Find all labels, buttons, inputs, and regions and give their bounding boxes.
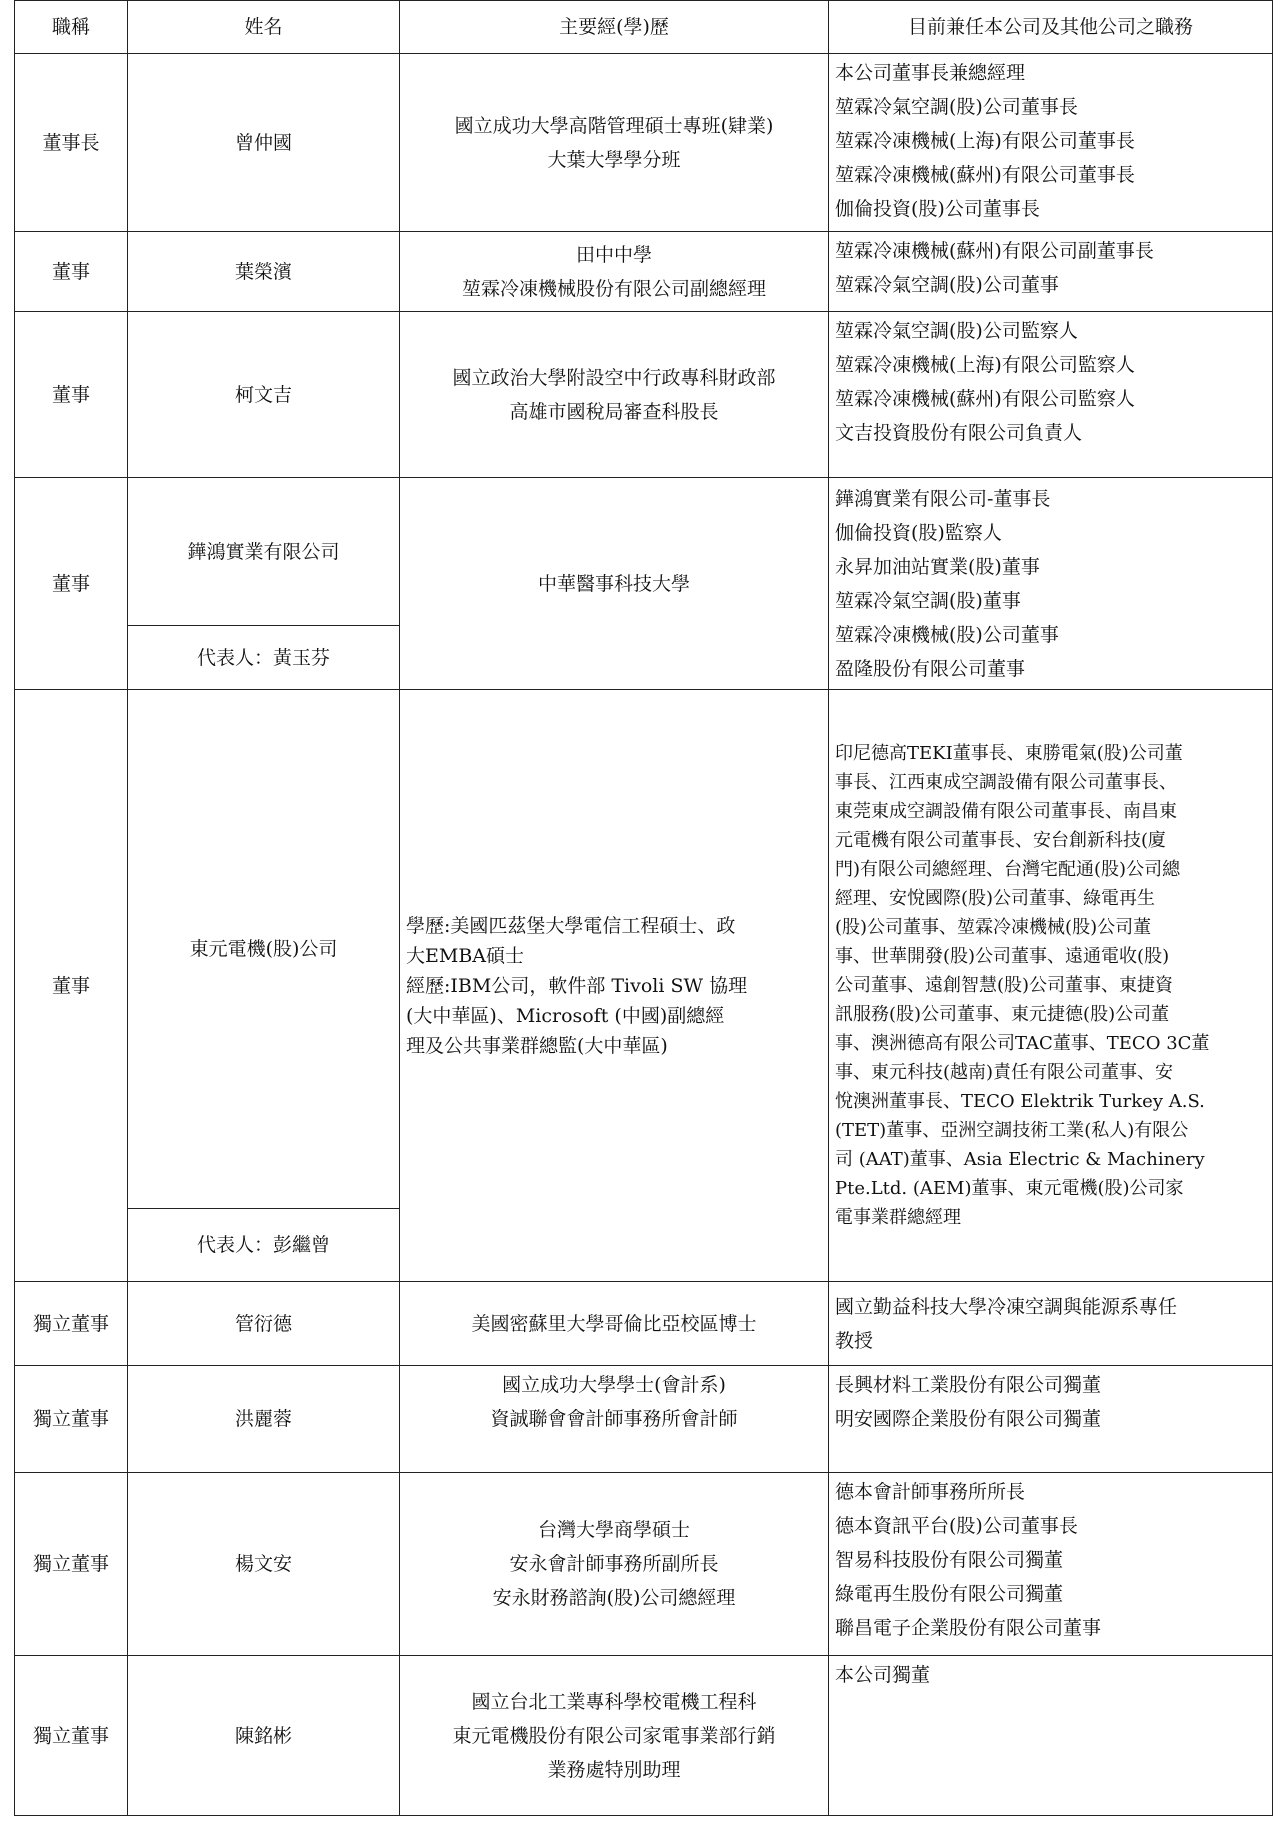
cell-education [400, 478, 829, 690]
table-row [15, 478, 1273, 626]
position-line: 綠電再生股份有限公司獨董 [835, 1583, 1064, 1605]
cell-representative: 代表人：黃玉芬 [128, 626, 400, 690]
cell-positions [829, 232, 1273, 312]
position-line: 事、東元科技(越南)責任有限公司董事、安 [835, 1062, 1174, 1083]
cell-title: 董事 [15, 690, 128, 1282]
education-line: 田中中學 [575, 243, 652, 266]
position-line: 印尼德高TEKI董事長、東勝電氣(股)公司董 [835, 743, 1183, 764]
position-line: 聯昌電子企業股份有限公司董事 [835, 1617, 1102, 1639]
position-line: 堃霖冷氣空調(股)公司董事長 [835, 96, 1078, 118]
cell-title: 獨立董事 [15, 1473, 128, 1656]
table-row [15, 1366, 1273, 1473]
position-line: 經理、安悅國際(股)公司董事、綠電再生 [835, 888, 1156, 909]
header-name: 姓名 [128, 1, 400, 54]
education-line: 國立成功大學學士(會計系) [502, 1374, 726, 1396]
education-line: (大中華區)、Microsoft (中國)副總經 [406, 1004, 725, 1027]
cell-name: 葉榮濱 [128, 232, 400, 312]
table-row [15, 312, 1273, 478]
cell-title: 董事 [15, 232, 128, 312]
cell-name: 柯文吉 [128, 312, 400, 478]
cell-representative: 代表人：彭繼曾 [128, 1209, 400, 1282]
position-line: 門)有限公司總經理、台灣宅配通(股)公司總 [835, 859, 1181, 880]
position-line: 堃霖冷凍機械(蘇州)有限公司董事長 [835, 164, 1135, 186]
position-line: 堃霖冷凍機械(股)公司董事 [835, 623, 1059, 646]
position-line: 堃霖冷氣空調(股)公司董事 [835, 274, 1059, 296]
table-row [15, 1656, 1273, 1816]
position-line: 堃霖冷凍機械(蘇州)有限公司副董事長 [835, 240, 1154, 262]
position-line: 永昇加油站實業(股)董事 [835, 555, 1040, 578]
education-line: 美國密蘇里大學哥倫比亞校區博士 [471, 1312, 757, 1335]
position-line: 德本資訊平台(股)公司董事長 [835, 1515, 1078, 1537]
cell-name: 陳銘彬 [128, 1656, 400, 1816]
position-line: 悅澳洲董事長、TECO Elektrik Turkey A.S. [835, 1091, 1205, 1112]
position-line: 本公司獨董 [835, 1664, 931, 1686]
education-line: 國立政治大學附設空中行政專科財政部 [452, 366, 776, 389]
education-line: 安永財務諮詢(股)公司總經理 [492, 1587, 736, 1609]
table-row [15, 54, 1273, 232]
cell-education [400, 232, 829, 312]
position-line: 鏵鴻實業有限公司-董事長 [835, 487, 1051, 510]
position-line: 公司董事、遠創智慧(股)公司董事、東捷資 [835, 975, 1174, 996]
cell-positions [829, 1366, 1273, 1473]
board-members-table [14, 0, 1273, 1816]
position-line: 堃霖冷氣空調(股)董事 [835, 589, 1021, 612]
cell-positions [829, 1473, 1273, 1656]
cell-education [400, 1366, 829, 1473]
education-line: 國立台北工業專科學校電機工程科 [471, 1690, 757, 1713]
position-line: Pte.Ltd. (AEM)董事、東元電機(股)公司家 [835, 1178, 1184, 1199]
education-line: 安永會計師事務所副所長 [509, 1553, 719, 1575]
position-line: 事、澳洲德高有限公司TAC董事、TECO 3C董 [835, 1033, 1210, 1054]
position-line: 文吉投資股份有限公司負責人 [835, 422, 1083, 444]
cell-education [400, 1656, 829, 1816]
cell-positions [829, 1656, 1273, 1816]
cell-name: 東元電機(股)公司 [128, 690, 400, 1209]
position-line: 訊服務(股)公司董事、東元捷德(股)公司董 [835, 1004, 1170, 1025]
education-line: 大葉大學學分班 [547, 148, 681, 171]
header-title: 職稱 [15, 1, 128, 54]
position-line: 教授 [835, 1329, 874, 1352]
education-line: 學歷:美國匹茲堡大學電信工程碩士、政 [406, 914, 736, 937]
position-line: 元電機有限公司董事長、安台創新科技(廈 [835, 830, 1167, 851]
header-education: 主要經(學)歷 [400, 1, 829, 54]
cell-positions [829, 54, 1273, 232]
education-line: 理及公共事業群總監(大中華區) [406, 1034, 668, 1057]
education-line: 經歷:IBM公司，軟件部 Tivoli SW 協理 [406, 974, 748, 997]
position-line: 本公司董事長兼總經理 [835, 62, 1026, 84]
position-line: (TET)董事、亞洲空調技術工業(私人)有限公 [835, 1120, 1189, 1141]
cell-positions [829, 478, 1273, 690]
cell-name: 洪麗蓉 [128, 1366, 400, 1473]
cell-education [400, 690, 829, 1282]
position-line: 長興材料工業股份有限公司獨董 [835, 1374, 1102, 1396]
header-positions: 目前兼任本公司及其他公司之職務 [829, 1, 1273, 54]
table-header-row [15, 1, 1273, 54]
position-line: (股)公司董事、堃霖冷凍機械(股)公司董 [835, 917, 1152, 938]
cell-title: 董事長 [15, 54, 128, 232]
cell-name: 鏵鴻實業有限公司 [128, 478, 400, 626]
position-line: 事、世華開發(股)公司董事、遠通電收(股) [835, 946, 1170, 967]
education-line: 大EMBA碩士 [406, 944, 525, 967]
position-line: 伽倫投資(股)監察人 [835, 521, 1002, 544]
cell-positions [829, 312, 1273, 478]
cell-title: 獨立董事 [15, 1656, 128, 1816]
education-line: 台灣大學商學碩士 [537, 1519, 690, 1541]
position-line: 堃霖冷凍機械(上海)有限公司監察人 [835, 354, 1135, 376]
education-line: 資誠聯會會計師事務所會計師 [490, 1408, 738, 1430]
position-line: 明安國際企業股份有限公司獨董 [835, 1408, 1102, 1430]
position-line: 智易科技股份有限公司獨董 [835, 1549, 1064, 1571]
cell-title: 獨立董事 [15, 1282, 128, 1366]
education-line: 中華醫事科技大學 [537, 572, 690, 595]
table-row [15, 690, 1273, 1209]
education-line: 國立成功大學高階管理碩士專班(肄業) [454, 114, 774, 137]
cell-positions [829, 690, 1273, 1282]
cell-name: 管衍德 [128, 1282, 400, 1366]
cell-education [400, 1282, 829, 1366]
cell-education [400, 54, 829, 232]
position-line: 東莞東成空調設備有限公司董事長、南昌東 [835, 801, 1177, 822]
cell-name: 曾仲國 [128, 54, 400, 232]
cell-title: 董事 [15, 478, 128, 690]
cell-positions [829, 1282, 1273, 1366]
education-line: 堃霖冷凍機械股份有限公司副總經理 [461, 277, 766, 300]
position-line: 電事業群總經理 [835, 1207, 961, 1228]
position-line: 國立勤益科技大學冷凍空調與能源系專任 [835, 1295, 1178, 1318]
cell-education [400, 1473, 829, 1656]
cell-name: 楊文安 [128, 1473, 400, 1656]
position-line: 堃霖冷凍機械(上海)有限公司董事長 [835, 130, 1135, 152]
cell-title: 董事 [15, 312, 128, 478]
cell-education [400, 312, 829, 478]
position-line: 伽倫投資(股)公司董事長 [835, 198, 1040, 220]
position-line: 堃霖冷凍機械(蘇州)有限公司監察人 [835, 388, 1135, 410]
position-line: 堃霖冷氣空調(股)公司監察人 [835, 320, 1078, 342]
position-line: 德本會計師事務所所長 [835, 1481, 1026, 1503]
table-row [15, 232, 1273, 312]
position-line: 司 (AAT)董事、Asia Electric & Machinery [835, 1149, 1205, 1170]
table-row [15, 1473, 1273, 1656]
education-line: 東元電機股份有限公司家電事業部行銷 [452, 1724, 776, 1747]
position-line: 盈隆股份有限公司董事 [835, 657, 1026, 680]
education-line: 業務處特別助理 [547, 1758, 681, 1781]
position-line: 事長、江西東成空調設備有限公司董事長、 [835, 772, 1177, 793]
cell-title: 獨立董事 [15, 1366, 128, 1473]
education-line: 高雄市國稅局審查科股長 [509, 400, 719, 423]
table-row [15, 1282, 1273, 1366]
